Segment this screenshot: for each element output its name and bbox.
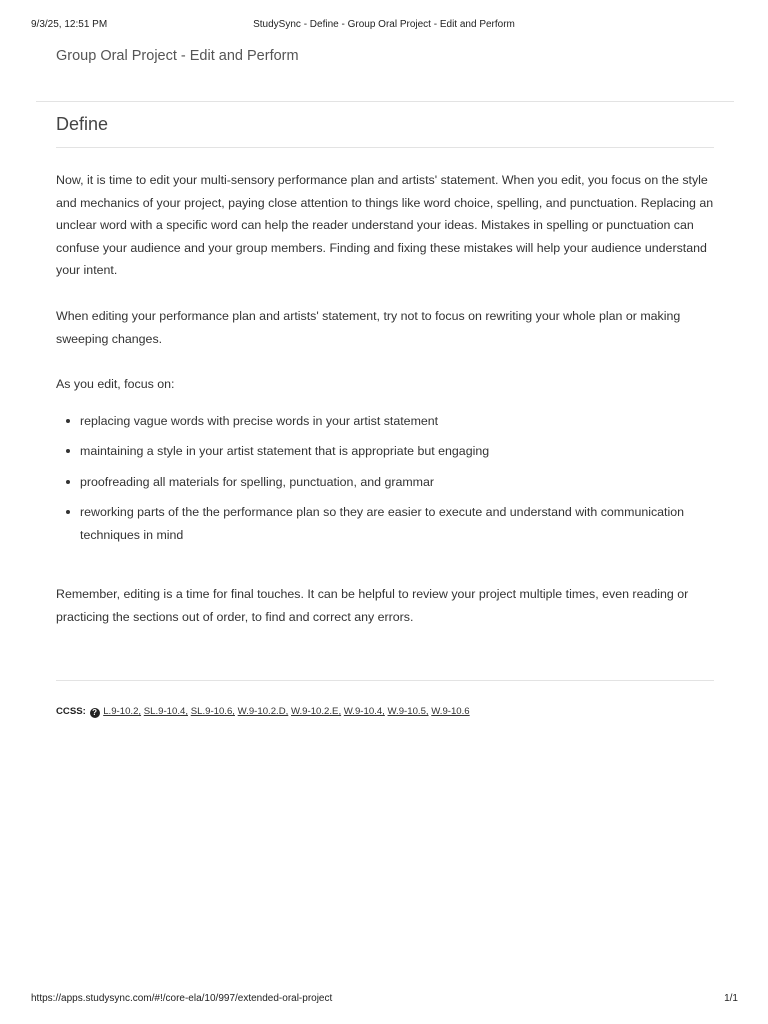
list-item-text: maintaining a style in your artist statement that is appropriate but engaging [80, 444, 490, 459]
section-content [56, 169, 716, 628]
standard-link[interactable]: L.9-10.2, [103, 706, 142, 717]
paragraph: When editing your performance plan and artists' statement, try not to focus on rewriting your whole plan or making sweeping changes. [56, 308, 681, 346]
project-title: Group Oral Project - Edit and Perform [56, 48, 299, 64]
print-page-title: StudySync - Define - Group Oral Project - Edit and Perform [253, 19, 515, 30]
bullet-icon [66, 510, 70, 514]
standard-link[interactable]: W.9-10.4, [343, 706, 385, 717]
standard-link[interactable]: W.9-10.5, [387, 706, 429, 717]
paragraph: Now, it is time to edit your multi-sensory performance plan and artists' statement. When you edit, you focus on the style and mechanics of your project, paying close attention to things like word choice, spelling, and punctuation. Replacing an unclear word with a specific word can help the reader understand your ideas. Mistakes in spelling or punctuation can confuse your audience and your group members. Finding and fixing these mistakes will help your audience understand your intent. [56, 173, 714, 278]
ccss-standards [56, 706, 470, 718]
list-item [56, 501, 716, 546]
standard-link[interactable]: SL.9-10.4, [143, 706, 189, 717]
list-item-text: proofreading all materials for spelling, punctuation, and grammar [80, 474, 435, 489]
list-item [56, 410, 716, 433]
header-divider [36, 101, 734, 102]
paragraph: As you edit, focus on: [56, 377, 175, 392]
bullet-icon [66, 480, 70, 484]
section-heading: Define [56, 114, 109, 134]
bullet-icon [66, 419, 70, 423]
ccss-label: CCSS: [56, 706, 86, 717]
bullet-icon [66, 449, 70, 453]
info-circle-icon[interactable]: ? [90, 708, 100, 718]
print-datetime: 9/3/25, 12:51 PM [31, 19, 108, 30]
list-item-text: replacing vague words with precise words in your artist statement [80, 413, 439, 428]
print-footer [0, 993, 768, 1007]
focus-list [56, 410, 716, 546]
print-header [0, 19, 768, 33]
heading-divider [56, 147, 714, 148]
standard-link[interactable]: W.9-10.2.E, [290, 706, 342, 717]
standard-link[interactable]: SL.9-10.6, [190, 706, 235, 717]
print-page-number: 1/1 [724, 993, 738, 1004]
list-item [56, 471, 716, 494]
footer-divider [56, 680, 714, 681]
standard-link[interactable]: W.9-10.2.D, [237, 706, 289, 717]
list-item-text: reworking parts of the the performance plan so they are easier to execute and understand with communication techniques in mind [80, 504, 685, 542]
print-url: https://apps.studysync.com/#!/core-ela/10/997/extended-oral-project [31, 993, 333, 1004]
standard-link[interactable]: W.9-10.6 [431, 706, 470, 717]
list-item [56, 440, 716, 463]
closing-paragraph: Remember, editing is a time for final touches. It can be helpful to review your project multiple times, even reading or practicing the sections out of order, to find and correct any errors. [56, 587, 689, 624]
